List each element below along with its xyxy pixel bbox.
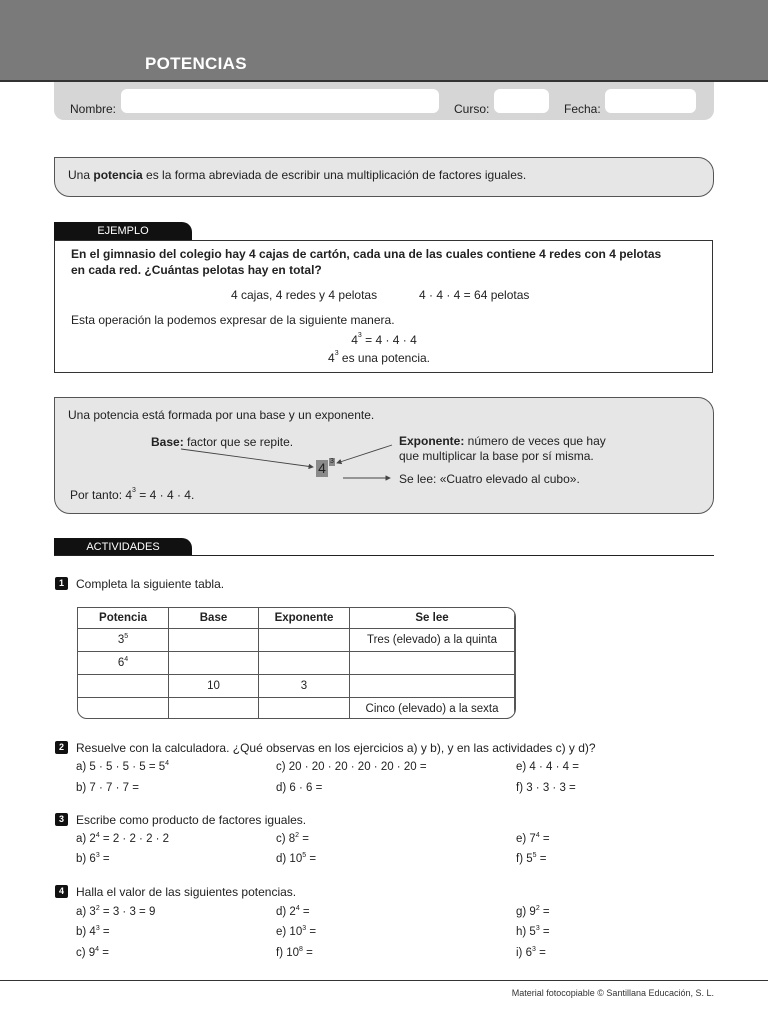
cell-se-lee[interactable]: Cinco (elevado) a la sexta xyxy=(350,698,515,720)
exercise-exp: 3 xyxy=(535,925,540,932)
col-header-se-lee: Se lee xyxy=(350,608,515,629)
exercise-post: = 3 · 3 = 9 xyxy=(99,906,156,918)
exercise-text: i) 6 xyxy=(516,947,532,959)
footer-copyright: Material fotocopiable © Santillana Educación, S. L. xyxy=(511,988,714,998)
activities-tab: ACTIVIDADES xyxy=(54,538,192,556)
power-base: 3 xyxy=(117,634,125,646)
activity-1-table-wrap xyxy=(77,607,516,719)
cell-base[interactable] xyxy=(169,629,259,652)
activity-1-table xyxy=(77,607,515,719)
base-arrow xyxy=(181,449,313,467)
activities-divider xyxy=(54,555,714,556)
cell-base[interactable] xyxy=(169,652,259,675)
exercise-exp: 3 xyxy=(302,925,307,932)
formula-exp: 3 xyxy=(357,332,362,339)
activity-1-text: Completa la siguiente tabla. xyxy=(76,577,225,591)
exercise-post: = xyxy=(99,853,110,865)
exercise-text: d) 2 xyxy=(276,906,296,918)
page-title: POTENCIAS xyxy=(145,54,247,73)
exercise-exp: 2 xyxy=(535,905,540,912)
exercise-3d xyxy=(276,853,316,865)
cell-potencia[interactable] xyxy=(78,698,169,720)
exercise-post: = xyxy=(539,926,550,938)
col-header-exponente: Exponente xyxy=(259,608,350,629)
exercise-text: h) 5 xyxy=(516,926,536,938)
power-exp-highlight: 3 xyxy=(330,458,334,465)
power-exp: 4 xyxy=(124,656,129,663)
exercise-exp: 3 xyxy=(531,946,536,953)
table-row xyxy=(78,698,515,720)
exercise-4g xyxy=(516,906,550,918)
exponent-text-2: que multiplicar la base por sí misma. xyxy=(399,449,594,463)
exercise-exp: 4 xyxy=(95,946,100,953)
exercise-exp: 4 xyxy=(295,905,300,912)
exercise-text: e) 7 xyxy=(516,833,536,845)
exercise-exp: 2 xyxy=(295,832,300,839)
exercise-text: g) 9 xyxy=(516,906,536,918)
power-exp: 5 xyxy=(124,633,129,640)
definition-keyword: potencia xyxy=(93,168,143,182)
exercise-post: = xyxy=(306,926,317,938)
formula-base: 4 xyxy=(351,333,358,347)
exercise-text: f) 10 xyxy=(276,947,300,959)
exercise-post: = xyxy=(306,853,317,865)
info-conclusion-exp: 3 xyxy=(132,487,136,494)
exponent-label: Exponente: xyxy=(399,434,465,448)
cell-se-lee[interactable]: Tres (elevado) a la quinta xyxy=(350,629,515,652)
exercise-text: b) 6 xyxy=(76,853,96,865)
exercise-3f xyxy=(516,853,546,865)
exercise-4c xyxy=(76,947,109,959)
definition-post: es la forma abreviada de escribir una multiplicación de factores iguales. xyxy=(142,168,527,182)
exercise-4a xyxy=(76,906,155,918)
cell-exponente[interactable] xyxy=(259,698,350,720)
exercise-3c xyxy=(276,833,309,845)
exercise-post: = xyxy=(299,906,310,918)
exercise-2e: e) 4 · 4 · 4 = xyxy=(516,761,579,773)
cell-potencia[interactable] xyxy=(78,629,169,652)
cell-se-lee[interactable] xyxy=(350,652,515,675)
info-intro: Una potencia está formada por una base y un exponente. xyxy=(68,408,375,422)
cell-exponente[interactable] xyxy=(259,629,350,652)
exercise-3e xyxy=(516,833,550,845)
exercise-text: d) 10 xyxy=(276,853,303,865)
base-label: Base: xyxy=(151,435,184,449)
activity-1-number: 1 xyxy=(55,577,68,590)
exercise-exp: 2 xyxy=(95,905,100,912)
exercise-exp: 4 xyxy=(535,832,540,839)
activity-2-number: 2 xyxy=(55,741,68,754)
exercise-text: a) 3 xyxy=(76,906,96,918)
exercise-exp: 3 xyxy=(95,852,100,859)
col-header-potencia: Potencia xyxy=(78,608,169,629)
example-question-line1: En el gimnasio del colegio hay 4 cajas de cartón, cada una de las cuales contiene 4 redes con 4 pelotas xyxy=(71,247,662,261)
exercise-text: e) 10 xyxy=(276,926,303,938)
nombre-label: Nombre: xyxy=(70,102,117,116)
cell-exponente[interactable]: 3 xyxy=(259,675,350,698)
exercise-post: = xyxy=(539,833,550,845)
exponent-text-1: número de veces que hay xyxy=(464,434,606,448)
base-text: factor que se repite. xyxy=(183,435,294,449)
exercise-exp: 5 xyxy=(532,852,537,859)
exercise-3a xyxy=(76,833,169,845)
cell-se-lee[interactable] xyxy=(350,675,515,698)
conclusion-base: 4 xyxy=(328,351,335,365)
info-read: Se lee: «Cuatro elevado al cubo». xyxy=(399,472,580,486)
exercise-4e xyxy=(276,926,316,938)
exercise-post: = xyxy=(99,947,109,959)
exponent-arrow xyxy=(337,445,392,463)
power-base: 6 xyxy=(117,657,125,669)
exercise-text: b) 4 xyxy=(76,926,96,938)
exercise-4i xyxy=(516,947,546,959)
example-data-right: 4 · 4 · 4 = 64 pelotas xyxy=(419,288,530,302)
definition-pre: Una xyxy=(68,168,94,182)
activity-4-text: Halla el valor de las siguientes potencias. xyxy=(76,885,297,899)
activity-3-text: Escribe como producto de factores iguales. xyxy=(76,813,307,827)
cell-potencia[interactable] xyxy=(78,652,169,675)
conclusion-exp: 3 xyxy=(334,350,339,357)
exercise-text: f) 5 xyxy=(516,853,533,865)
curso-label: Curso: xyxy=(454,102,490,116)
exercise-2b: b) 7 · 7 · 7 = xyxy=(76,782,139,794)
exercise-post: = xyxy=(535,947,546,959)
exercise-2c: c) 20 · 20 · 20 · 20 · 20 · 20 = xyxy=(276,761,427,773)
exercise-2a xyxy=(76,761,169,773)
exercise-exp: 4 xyxy=(95,832,100,839)
info-conclusion-rest: = 4 · 4 · 4. xyxy=(135,488,195,502)
activity-2-text: Resuelve con la calculadora. ¿Qué observas en los ejercicios a) y b), y en las actividades c) y d)? xyxy=(76,741,596,755)
exercise-4b xyxy=(76,926,110,938)
example-question-line2: en cada red. ¿Cuántas pelotas hay en total? xyxy=(71,263,322,277)
example-tab: EJEMPLO xyxy=(54,222,192,240)
exercise-4d xyxy=(276,906,310,918)
formula-rest: = 4 · 4 · 4 xyxy=(361,333,417,347)
exercise-2f: f) 3 · 3 · 3 = xyxy=(516,782,576,794)
exercise-exp: 8 xyxy=(299,946,303,953)
exercise-text: c) 9 xyxy=(76,947,96,959)
exercise-4f xyxy=(276,947,313,959)
exercise-4h xyxy=(516,926,550,938)
cell-potencia[interactable] xyxy=(78,675,169,698)
activity-3-number: 3 xyxy=(55,813,68,826)
example-statement: Esta operación la podemos expresar de la siguiente manera. xyxy=(71,313,395,327)
info-conclusion xyxy=(70,488,194,502)
table-row xyxy=(78,675,515,698)
exercise-post: = xyxy=(302,947,313,959)
exercise-exp: 4 xyxy=(165,760,170,767)
cell-base[interactable]: 10 xyxy=(169,675,259,698)
cell-exponente[interactable] xyxy=(259,652,350,675)
exercise-exp: 3 xyxy=(95,925,100,932)
cell-base[interactable] xyxy=(169,698,259,720)
exercise-text: a) 5 · 5 · 5 · 5 = 5 xyxy=(76,761,166,773)
exercise-text: a) 2 xyxy=(76,833,96,845)
table-header-row xyxy=(78,608,515,629)
example-data-left: 4 cajas, 4 redes y 4 pelotas xyxy=(231,288,378,302)
col-header-base: Base xyxy=(169,608,259,629)
fecha-label: Fecha: xyxy=(564,102,601,116)
exercise-3b xyxy=(76,853,110,865)
exercise-post: = xyxy=(99,926,110,938)
exercise-post: = xyxy=(536,853,547,865)
exercise-text: c) 8 xyxy=(276,833,296,845)
power-base-highlight: 4 xyxy=(316,460,328,477)
exercise-post: = 2 · 2 · 2 · 2 xyxy=(99,833,170,845)
exercise-2d: d) 6 · 6 = xyxy=(276,782,323,794)
conclusion-rest: es una potencia. xyxy=(338,351,430,365)
table-row xyxy=(78,652,515,675)
activity-4-number: 4 xyxy=(55,885,68,898)
table-row xyxy=(78,629,515,652)
info-conclusion-pre: Por tanto: 4 xyxy=(70,488,133,502)
exercise-post: = xyxy=(539,906,550,918)
exercise-exp: 5 xyxy=(302,852,307,859)
exercise-post: = xyxy=(299,833,309,845)
footer-divider xyxy=(0,980,768,981)
